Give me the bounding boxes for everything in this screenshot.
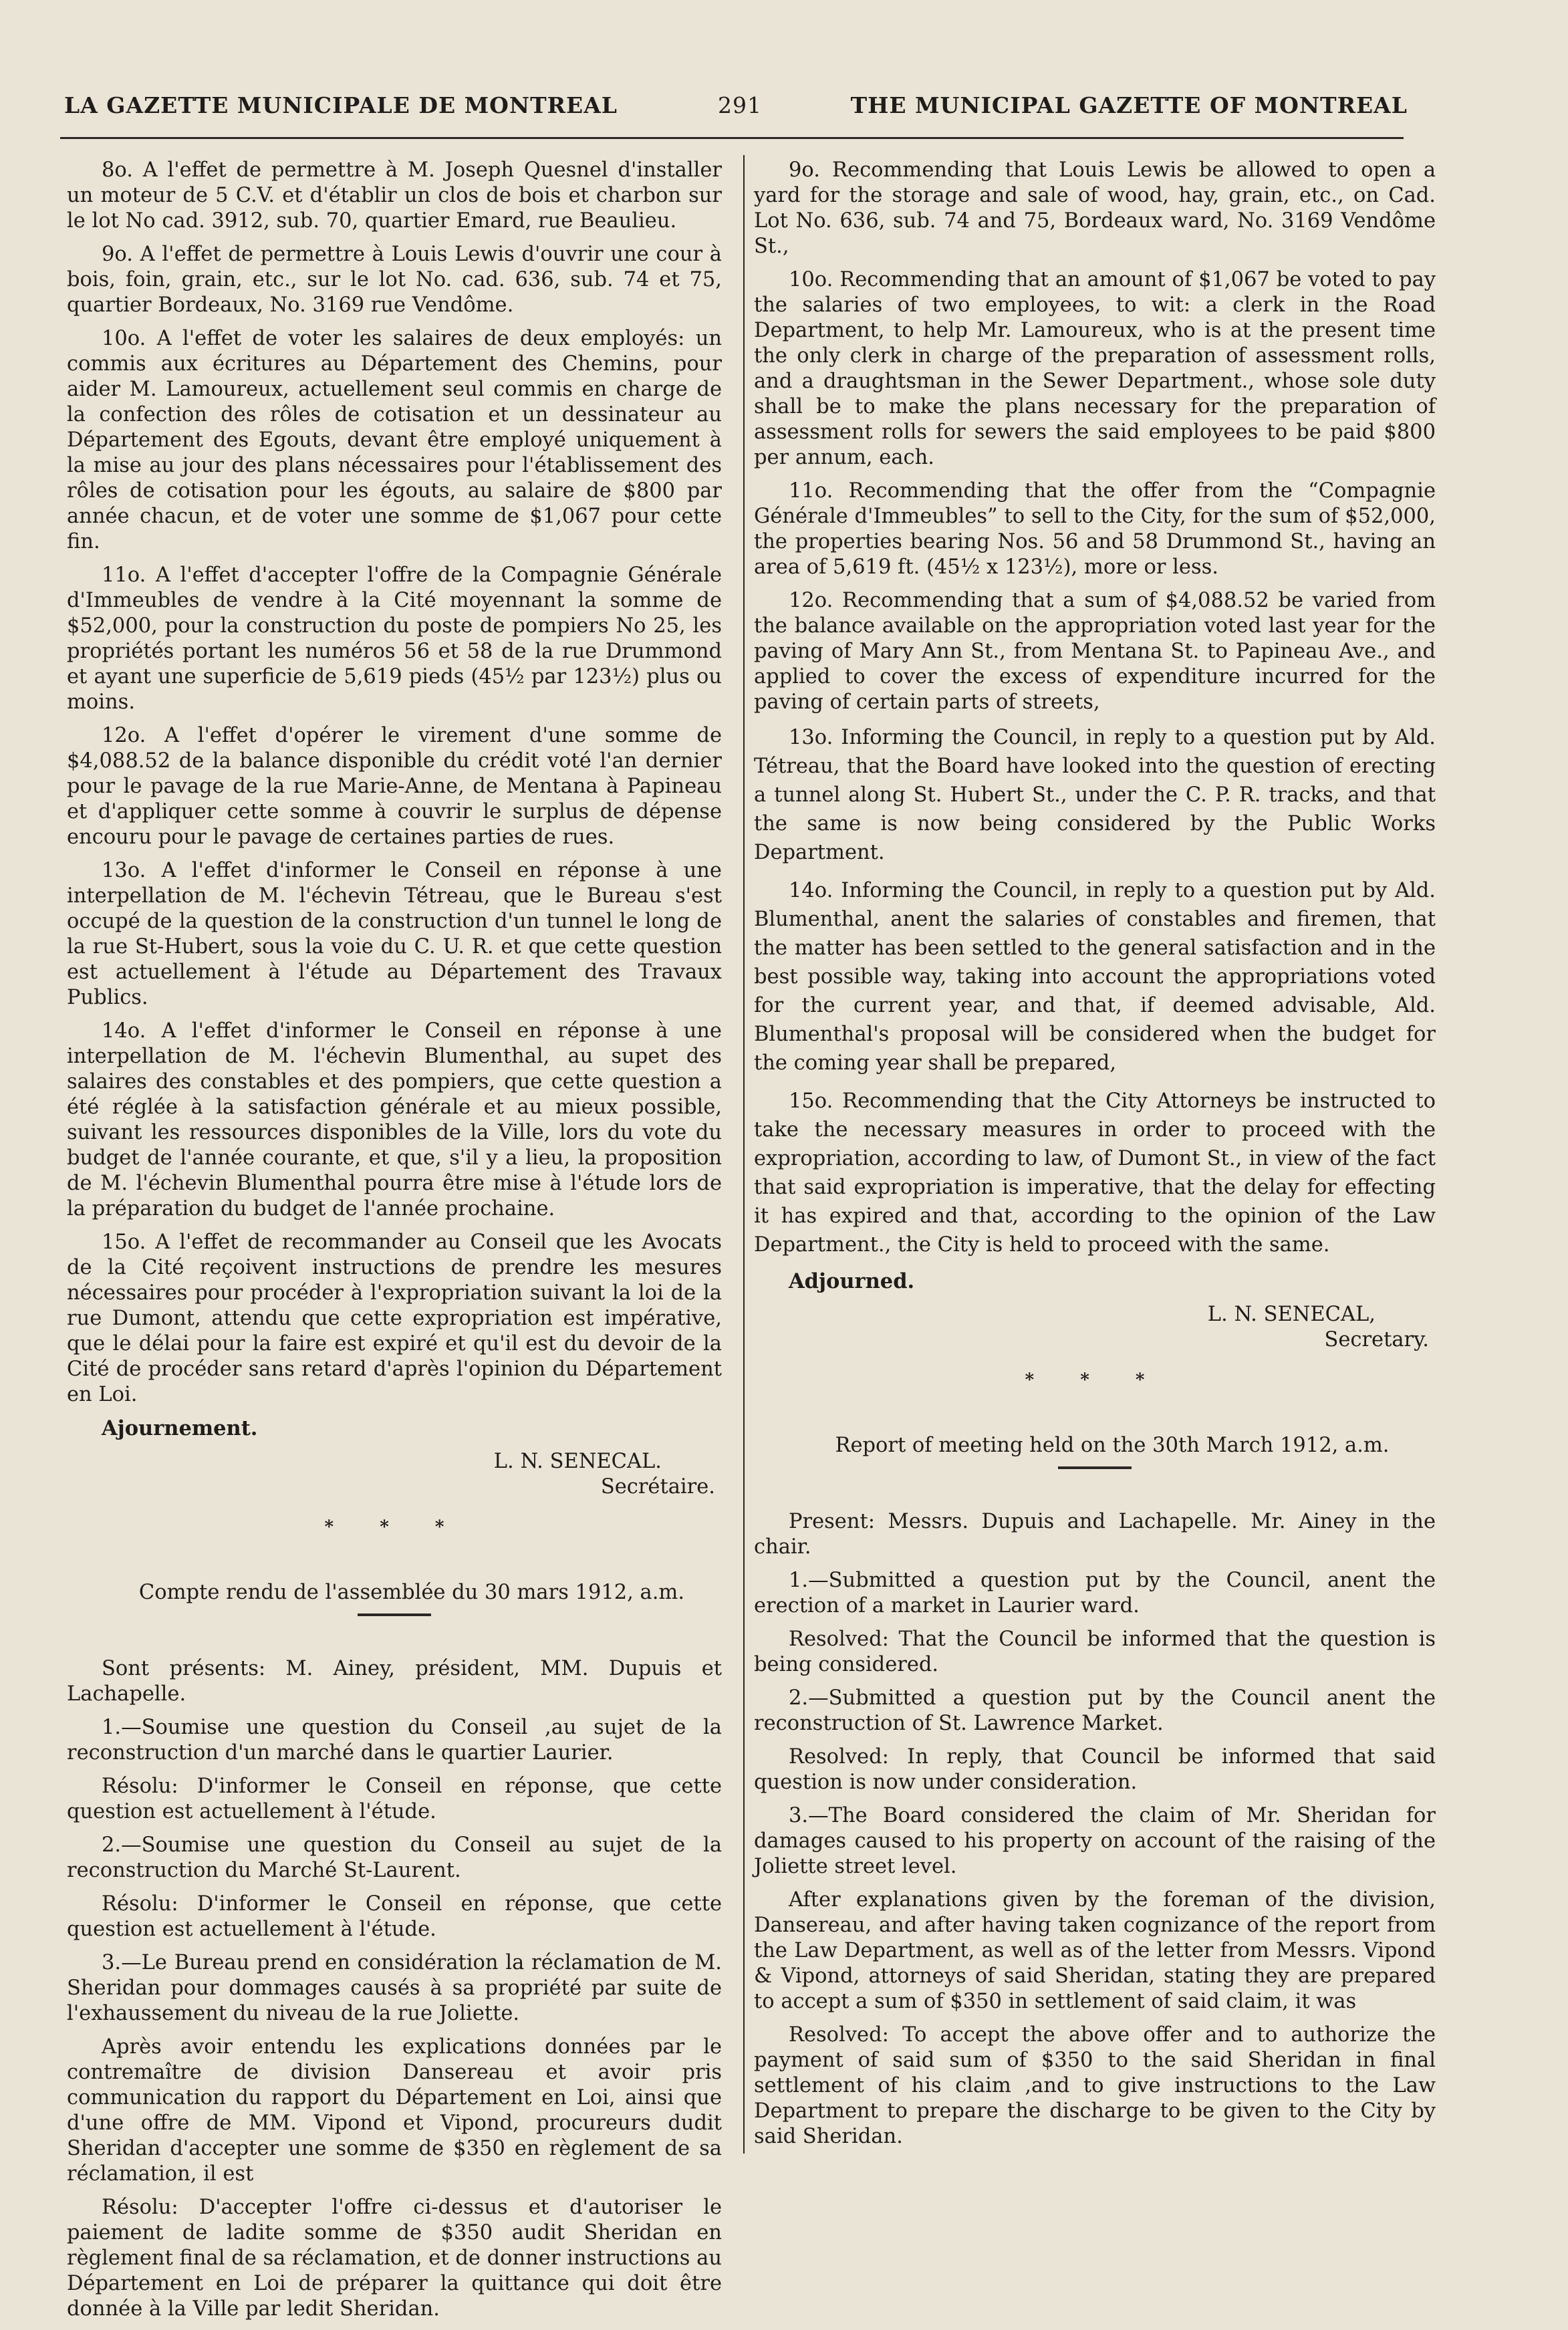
column-divider (743, 155, 745, 2154)
english-minute-2-resolved: Resolved: In reply, that Council be informed that said question is now under consideration. (754, 1745, 1436, 1794)
english-report-title: Report of meeting held on the 30th March 1912, a.m. (835, 1434, 1390, 1457)
french-adjourned: Ajournement. (102, 1416, 258, 1440)
english-minute-3: 3.—The Board considered the claim of Mr. Sheridan for damages caused to his property on account of the raising of the Joliette street level. (754, 1804, 1436, 1878)
french-signature-name: L. N. SENECAL. (493, 1450, 662, 1473)
english-minute-1-resolved: Resolved: That the Council be informed that the question is being considered. (754, 1628, 1436, 1676)
french-minute-2-resolved: Résolu: D'informer le Conseil en réponse, que cette question est actuellement à l'étude. (67, 1892, 722, 1941)
french-minute-1-resolved: Résolu: D'informer le Conseil en réponse, que cette question est actuellement à l'étude. (67, 1775, 722, 1823)
french-minute-1: 1.—Soumise une question du Conseil ,au sujet de la reconstruction d'un marché dans le quartier Laurier. (67, 1716, 722, 1765)
english-signature (754, 1302, 1429, 1353)
english-minute-present: Present: Messrs. Dupuis and Lachapelle. Mr. Ainey in the chair. (754, 1510, 1436, 1559)
french-column (67, 158, 722, 2330)
french-item-8: 8o. A l'effet de permettre à M. Joseph Quesnel d'installer un moteur de 5 C.V. et d'établir un clos de bois et charbon sur le lot No cad. 3912, sub. 70, quartier Emard, rue Beaulieu. (67, 158, 722, 233)
french-section-rule (358, 1613, 431, 1616)
header-title-french: LA GAZETTE MUNICIPALE DE MONTREAL (64, 92, 618, 118)
french-item-15: 15o. A l'effet de recommander au Conseil que les Avocats de la Cité reçoivent instructions de prendre les mesures nécessaires pour procéder à l'expropriation suivant la loi de la rue Dumont, attendu que cette expropriation est impérative, que le délai pour la faire est expiré et qu'il est du devoir de la Cité de procéder sans retard d'après l'opinion du Département en Loi. (67, 1231, 722, 1406)
english-adjourned: Adjourned. (789, 1269, 915, 1293)
header-title-english: THE MUNICIPAL GAZETTE OF MONTREAL (850, 92, 1408, 118)
english-item-15: 15o. Recommending that the City Attorneys be instructed to take the necessary measures in order to proceed with the expropriation, according to law, of Dumont St., in view of the fact that said expropriation is imperative, that the delay for effecting it has expired and that, according to the opinion of the Law Department., the City is held to proceed with the same. (754, 1089, 1436, 1257)
english-item-13: 13o. Informing the Council, in reply to a question put by Ald. Tétreau, that the Board have looked into the question of erecting a tunnel along St. Hubert St., under the C. P. R. tracks, and that the same is now being considered by the Public Works Department. (754, 726, 1436, 864)
french-minute-3: 3.—Le Bureau prend en considération la réclamation de M. Sheridan pour dommages causés à sa propriété par suite de l'exhaussement du niveau de la rue Joliette. (67, 1951, 722, 2025)
french-minute-2: 2.—Soumise une question du Conseil au sujet de la reconstruction du Marché St-Laurent. (67, 1833, 722, 1882)
french-minute-3-resolved: Résolu: D'accepter l'offre ci-dessus et d'autoriser le paiement de ladite somme de $350 audit Sheridan en règlement final de sa réclamation, et de donner instructions au Département en Loi de préparer la quittance qui doit être donnée à la Ville par ledit Sheridan. (67, 2196, 722, 2321)
english-minute-1: 1.—Submitted a question put by the Council, anent the erection of a market in Laurier ward. (754, 1569, 1436, 1617)
french-signature (67, 1449, 715, 1500)
english-item-11: 11o. Recommending that the offer from the “Compagnie Générale d'Immeubles” to sell to the City, for the sum of $52,000, the properties bearing Nos. 56 and 58 Drummond St., having an area of 5,619 ft. (45½ x 123½), more or less. (754, 479, 1436, 579)
french-minute-3-explanations: Après avoir entendu les explications données par le contremaître de division Dansereau et avoir pris communication du rapport du Département en Loi, ainsi que d'une offre de MM. Vipond et Vipond, procureurs dudit Sheridan d'accepter une somme de $350 en règlement de sa réclamation, il est (67, 2035, 722, 2186)
french-item-13: 13o. A l'effet d'informer le Conseil en réponse à une interpellation de M. l'échevin Tétreau, que le Bureau s'est occupé de la question de la construction d'un tunnel le long de la rue St-Hubert, sous la voie du C. U. R. et que cette question est actuellement à l'étude au Département des Travaux Publics. (67, 859, 722, 1009)
english-minute-2: 2.—Submitted a question put by the Council anent the reconstruction of St. Lawrence Market. (754, 1686, 1436, 1735)
french-minute-present: Sont présents: M. Ainey, président, MM. Dupuis et Lachapelle. (67, 1657, 722, 1706)
english-section-rule (1058, 1466, 1132, 1469)
french-report-title: Compte rendu de l'assemblée du 30 mars 1912, a.m. (138, 1581, 685, 1604)
english-item-9: 9o. Recommending that Louis Lewis be allowed to open a yard for the storage and sale of wood, hay, grain, etc., on Cad. Lot No. 636, sub. 74 and 75, Bordeaux ward, No. 3169 Vendôme St., (754, 158, 1436, 258)
french-item-14: 14o. A l'effet d'informer le Conseil en réponse à une interpellation de M. l'échevin Blumenthal, au supet des salaires des constables et des pompiers, que cette question a été réglée à la satisfaction générale et au mieux possible, suivant les ressources disponibles de la Ville, lors du vote du budget de l'année courante, et que, s'il y a lieu, la proposition de M. l'échevin Blumenthal pourra être mise à l'étude lors de la préparation du budget de l'année prochaine. (67, 1019, 722, 1220)
english-column (754, 158, 1436, 2158)
header-rule (60, 137, 1404, 139)
french-item-12: 12o. A l'effet d'opérer le virement d'une somme de $4,088.52 de la balance disponible du crédit voté l'an dernier pour le pavage de la rue Marie-Anne, de Mentana à Papineau et d'appliquer cette somme à couvrir le surplus de dépense encouru pour le pavage de certaines parties de rues. (67, 724, 722, 849)
french-signature-title: Secrétaire. (600, 1475, 715, 1499)
french-separator-stars: * * * (324, 1517, 465, 1537)
french-item-10: 10o. A l'effet de voter les salaires de deux employés: un commis aux écritures au Département des Chemins, pour aider M. Lamoureux, actuellement seul commis en charge de la confection des rôles de cotisation et un dessinateur au Département des Egouts, devant être employé uniquement à la mise au jour des plans nécessaires pour l'établissement des rôles de cotisation pour les égouts, au salaire de $800 par année chacun, et de voter une somme de $1,067 pour cette fin. (67, 327, 722, 553)
french-item-11: 11o. A l'effet d'accepter l'offre de la Compagnie Générale d'Immeubles de vendre à la Cité moyennant la somme de $52,000, pour la construction du poste de pompiers No 25, les propriétés portant les numéros 56 et 58 de la rue Drummond et ayant une superficie de 5,619 pieds (45½ par 123½) plus ou moins. (67, 563, 722, 714)
english-item-14: 14o. Informing the Council, in reply to a question put by Ald. Blumenthal, anent the salaries of constables and firemen, that the matter has been settled to the general satisfaction and in the best possible way, taking into account the appropriations voted for the current year, and that, if deemed advisable, Ald. Blumenthal's proposal will be considered when the budget for the coming year shall be prepared, (754, 879, 1436, 1075)
english-signature-title: Secretary. (1324, 1328, 1429, 1351)
english-item-10: 10o. Recommending that an amount of $1,067 be voted to pay the salaries of two employees, to wit: a clerk in the Road Department, to help Mr. Lamoureux, who is at the present time the only clerk in charge of the preparation of assessment rolls, and a draughtsman in the Sewer Department., whose sole duty shall be to make the plans necessary for the preparation of assessment rolls for sewers the said employees to be paid $800 per annum, each. (754, 268, 1436, 469)
english-separator-stars: * * * (1025, 1370, 1165, 1390)
english-signature-name: L. N. SENECAL, (1207, 1303, 1376, 1326)
page-header (64, 92, 1408, 132)
english-item-12: 12o. Recommending that a sum of $4,088.52 be varied from the balance available on the appropriation voted last year for the paving of Mary Ann St., from Mentana St. to Papineau Ave., and applied to cover the excess of expenditure incurred for the paving of certain parts of streets, (754, 589, 1436, 714)
french-item-9: 9o. A l'effet de permettre à Louis Lewis d'ouvrir une cour à bois, foin, grain, etc., sur le lot No. cad. 636, sub. 74 et 75, quartier Bordeaux, No. 3169 rue Vendôme. (67, 243, 722, 317)
english-minute-3-explanations: After explanations given by the foreman of the division, Dansereau, and after having taken cognizance of the report from the Law Department, as well as of the letter from Messrs. Vipond & Vipond, attorneys of said Sheridan, stating they are prepared to accept a sum of $350 in settlement of said claim, it was (754, 1888, 1436, 2013)
page-number: 291 (718, 92, 762, 118)
english-minute-3-resolved: Resolved: To accept the above offer and to authorize the payment of said sum of $350 to the said Sheridan in final settlement of his claim ,and to give instructions to the Law Department to prepare the discharge to be given to the City by said Sheridan. (754, 2023, 1436, 2148)
